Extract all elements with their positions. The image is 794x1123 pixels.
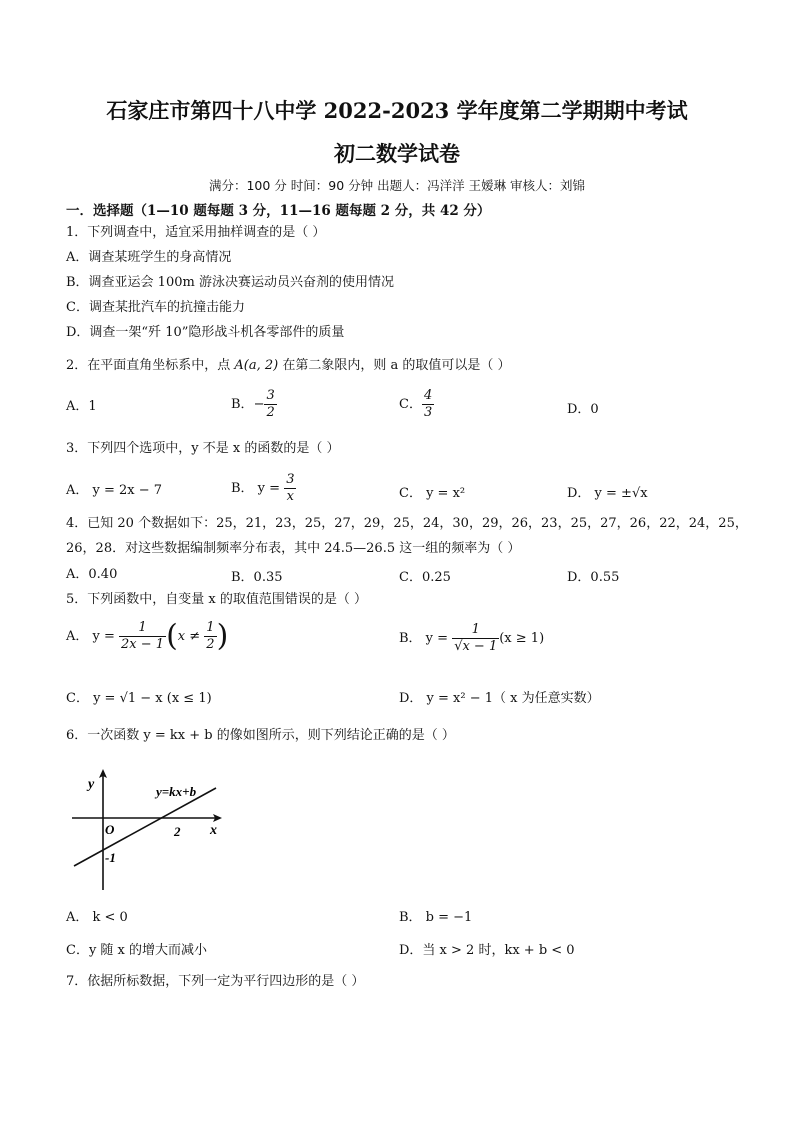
exam-title: 石家庄市第四十八中学 2022-2023 学年度第二学期期中考试: [106, 98, 688, 123]
q3-b-num: 3: [286, 472, 295, 487]
q3-b-den: x: [286, 489, 294, 504]
q4-option-c: C．0.25: [399, 570, 451, 585]
q6-option-b: B． b = −1: [399, 910, 473, 925]
q2-b-num: 3: [266, 388, 275, 403]
q6-option-d: D．当 x > 2 时，kx + b < 0: [399, 943, 575, 958]
q2-b-den: 2: [266, 405, 275, 420]
q2-b-sign: −: [253, 397, 265, 412]
q3-option-a: A． y = 2x − 7: [66, 483, 163, 498]
q5-a-cond-pre: x ≠: [177, 629, 205, 644]
q5-b-cond: (x ≥ 1): [499, 631, 545, 646]
q5-option-c: C． y = √1 − x (x ≤ 1): [66, 691, 212, 706]
q6-option-a: A． k < 0: [66, 910, 128, 925]
q2-c-num: 4: [423, 388, 433, 403]
q5-b-num: 1: [452, 622, 499, 639]
q6-stem: 6．一次函数 y = kx + b 的像如图所示，则下列结论正确的是（ ）: [66, 728, 455, 743]
function-line: [74, 788, 216, 866]
origin-label: O: [105, 822, 115, 837]
q5-a-cond-den: 2: [206, 637, 215, 652]
q2-b-label: B．: [231, 397, 254, 412]
y-axis-label: y: [88, 777, 95, 792]
x-intercept-label: 2: [174, 824, 181, 839]
q4-option-b: B．0.35: [231, 570, 283, 585]
q2-option-d: D．0: [567, 402, 599, 417]
q5-a-den: 2x − 1: [121, 637, 165, 652]
q2-option-b: [231, 388, 277, 421]
q3-stem: 3．下列四个选项中，y 不是 x 的函数的是（ ）: [66, 441, 340, 456]
q4-stem-line1: 4．已知 20 个数据如下：25，21，23，25，27，29，25，24，30，29，26，23，25，27，26，22，24，25，: [66, 516, 748, 531]
q3-option-b: [231, 472, 296, 505]
q2-stem-post: 在第二象限内，则 a 的取值可以是（ ）: [278, 358, 511, 373]
q2-c-den: 3: [423, 405, 433, 420]
q1-option-b: B．调查亚运会 100m 游泳决赛运动员兴奋剂的使用情况: [66, 275, 394, 290]
q1-option-a: A．调查某班学生的身高情况: [66, 250, 232, 265]
y-intercept-label: -1: [105, 850, 116, 865]
q4-option-d: D．0.55: [567, 570, 620, 585]
q5-a-fraction: [119, 620, 166, 653]
q2-option-a: A．1: [66, 399, 97, 414]
q1-option-d: D．调查一架“歼 10”隐形战斗机各零部件的质量: [66, 325, 345, 340]
exam-subtitle: 初二数学试卷: [334, 141, 460, 166]
q4-option-a: A．0.40: [66, 567, 118, 582]
q6-function-graph: [70, 766, 230, 894]
q3-b-label: B． y =: [231, 481, 285, 496]
q4-stem-line2: 26，28．对这些数据编制频率分布表，其中 24.5—26.5 这一组的频率为（ ）: [66, 541, 521, 556]
section-heading: 一．选择题（1—10 题每题 3 分，11—16 题每题 2 分，共 42 分）: [66, 203, 491, 219]
q5-a-num: 1: [119, 620, 166, 637]
q2-b-fraction: [264, 388, 276, 421]
q5-option-a: A． y = $\frac{1}{2x - 1}$ (x ≠ $\frac{1}{2}$ ): [66, 618, 229, 654]
q7-stem: 7．依据所标数据，下列一定为平行四边形的是（ ）: [66, 974, 365, 989]
q5-a-cond-num: 1: [206, 620, 215, 635]
q5-a-label: A． y =: [66, 629, 120, 644]
q2-option-c: [399, 388, 434, 421]
q5-b-den: √x − 1: [454, 639, 498, 654]
q5-a-cond-fraction: [204, 620, 216, 653]
q2-stem: [66, 357, 511, 375]
q5-option-d: D． y = x² − 1（ x 为任意实数）: [399, 691, 600, 706]
q6-option-c: C．y 随 x 的增大而减小: [66, 943, 208, 958]
line-label: y=kx+b: [156, 784, 197, 799]
q2-c-label: C．: [399, 397, 422, 412]
x-axis-label: x: [210, 823, 217, 838]
q3-option-c: C． y = x²: [399, 486, 466, 501]
q2-stem-pre: 2．在平面直角坐标系中，点: [66, 358, 235, 373]
q5-stem: 5．下列函数中，自变量 x 的取值范围错误的是（ ）: [66, 592, 367, 607]
q3-b-fraction: [284, 472, 296, 505]
q1-stem: 1．下列调查中，适宜采用抽样调查的是（ ）: [66, 225, 326, 240]
q5-option-b: [399, 622, 544, 655]
q2-c-fraction: [422, 388, 434, 421]
q2-point: A(a, 2): [234, 358, 279, 373]
q3-option-d: D． y = ±√x: [567, 486, 648, 501]
q5-b-fraction: [452, 622, 499, 655]
exam-meta: 满分：100 分 时间：90 分钟 出题人：冯洋洋 王嫒琳 审核人：刘锦: [208, 178, 586, 193]
q1-option-c: C．调查某批汽车的抗撞击能力: [66, 300, 245, 315]
q5-b-label: B． y =: [399, 631, 453, 646]
